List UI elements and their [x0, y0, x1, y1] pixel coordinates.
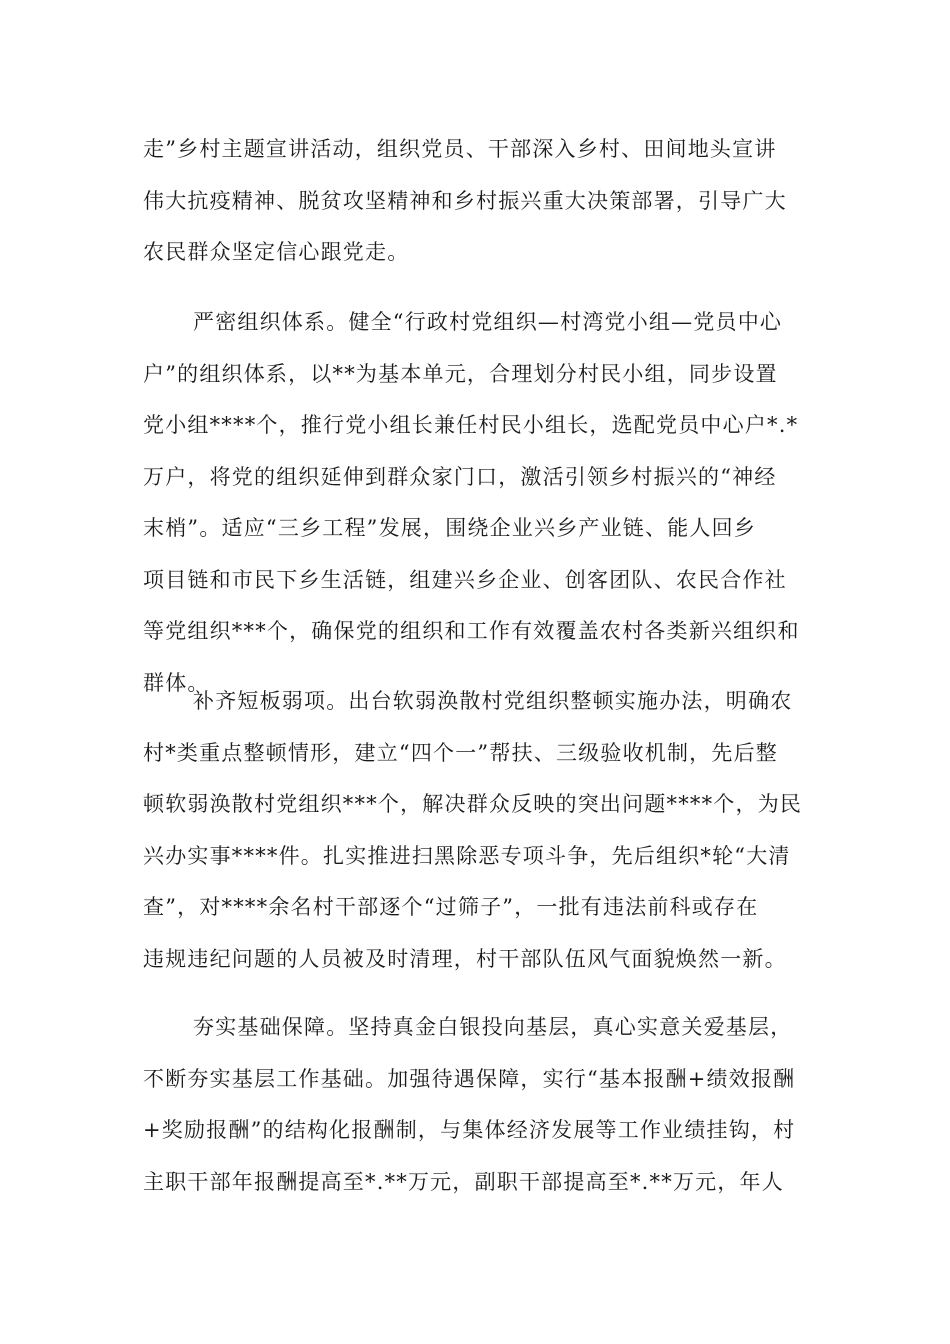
paragraph-continuation [143, 124, 809, 279]
text-line: 项目链和市民下乡生活链，组建兴乡企业、创客团队、农民合作社 [143, 567, 787, 592]
text-line: 兴办实事****件。扎实推进扫黑除恶专项斗争，先后组织*轮“大清 [143, 843, 791, 868]
text-line: 查”，对****余名村干部逐个“过筛子”，一批有违法前科或存在 [143, 895, 759, 919]
text-line: 万户，将党的组织延伸到群众家门口，激活引领乡村振兴的“神经 [143, 464, 777, 489]
text-line: 农民群众坚定信心跟党走。 [143, 240, 410, 264]
text-line: 末梢”。适应“三乡工程”发展，围绕企业兴乡产业链、能人回乡 [143, 516, 757, 540]
text-line: 户”的组织体系，以**为基本单元，合理划分村民小组，同步设置 [143, 361, 778, 386]
text-line: 补齐短板弱项。出台软弱涣散村党组织整顿实施办法，明确农 [193, 689, 793, 713]
text-line: 等党组织***个，确保党的组织和工作有效覆盖农村各类新兴组织和 [143, 619, 800, 643]
text-line: 伟大抗疫精神、脱贫攻坚精神和乡村振兴重大决策部署，引导广大 [143, 188, 787, 213]
text-line: 党小组****个，推行党小组长兼任村民小组长，选配党员中心户*.* [143, 413, 799, 437]
text-line: 夯实基础保障。坚持真金白银投向基层，真心实意关爱基层， [193, 1015, 793, 1039]
text-line: 主职干部年报酬提高至*.**万元，副职干部提高至*.**万元，年人 [143, 1169, 784, 1194]
paragraph-weak-items [143, 676, 809, 985]
text-line: 不断夯实基层工作基础。加强待遇保障，实行“基本报酬+绩效报酬 [143, 1066, 796, 1091]
text-line: 严密组织体系。健全“行政村党组织—村湾党小组—党员中心 [193, 310, 783, 334]
text-line: 违规违纪问题的人员被及时清理，村干部队伍风气面貌焕然一新。 [143, 946, 787, 971]
paragraph-organization-system [143, 297, 809, 709]
text-line: 村*类重点整顿情形，建立“四个一”帮扶、三级验收机制，先后整 [143, 740, 778, 765]
paragraph-basic-guarantee [143, 1002, 809, 1208]
text-line: 走”乡村主题宣讲活动，组织党员、干部深入乡村、田间地头宣讲 [143, 137, 777, 161]
text-line: 顿软弱涣散村党组织***个，解决群众反映的突出问题****个，为民 [143, 792, 803, 816]
text-line: +奖励报酬”的结构化报酬制，与集体经济发展等工作业绩挂钩，村 [143, 1118, 796, 1142]
text-line: 群体。 [143, 670, 210, 695]
